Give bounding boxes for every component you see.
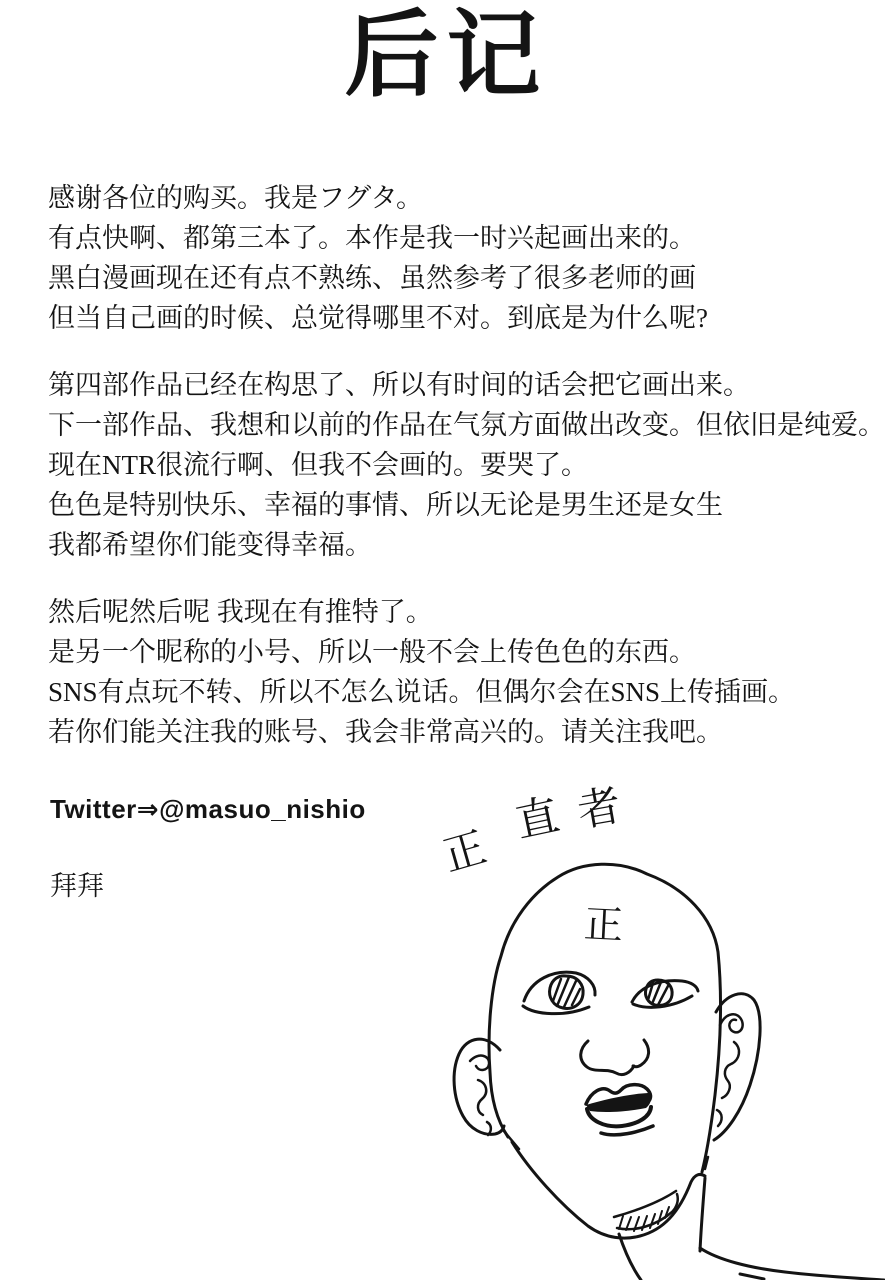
paragraph-1 [48,178,860,338]
left-eye [523,972,595,1013]
text-line: 然后呢然后呢 我现在有推特了。 [48,597,433,627]
text-line: 我都希望你们能变得幸福。 [48,530,372,560]
mouth [586,1085,653,1135]
sketch-caption-char: 正 [438,825,492,881]
text-line: 第四部作品已经在构思了、所以有时间的话会把它画出来。 [48,370,750,400]
forehead-mark: 正 [582,903,625,948]
sketch-caption-char: 直 [511,792,564,847]
head-outline [489,864,721,1238]
text-line: 但当自己画的时候、总觉得哪里不对。到底是为什么呢? [48,303,708,333]
left-ear [454,1039,504,1135]
text-line: 有点快啊、都第三本了。本作是我一时兴起画出来的。 [48,223,696,253]
sketch-caption-char: 者 [574,782,625,837]
nose [581,1040,649,1075]
twitter-handle: Twitter⇒@masuo_nishio [50,794,366,824]
text-line: 感谢各位的购买。我是フグタ。 [48,183,424,213]
text-line: 色色是特别快乐、幸福的事情、所以无论是男生还是女生 [48,490,723,520]
paragraph-2 [48,365,885,565]
afterword-body [48,178,885,752]
paragraph-3 [48,592,860,752]
text-line: 是另一个昵称的小号、所以一般不会上传色色的东西。 [48,637,696,667]
text-line: 若你们能关注我的账号、我会非常高兴的。请关注我吧。 [48,717,723,747]
character-sketch [420,780,885,1280]
right-eye [632,980,698,1007]
farewell-text: 拜拜 [50,871,104,901]
chin-shading [614,1191,678,1231]
text-line: 黑白漫画现在还有点不熟练、虽然参考了很多老师的画 [48,263,696,293]
text-line: 现在NTR很流行啊、但我不会画的。要哭了。 [48,450,588,480]
page-title: 后记 [344,4,549,108]
text-line: SNS有点玩不转、所以不怎么说话。但偶尔会在SNS上传插画。 [48,677,796,707]
text-line: 下一部作品、我想和以前的作品在气氛方面做出改变。但依旧是纯爱。 [48,410,885,440]
bald-man-drawing [420,780,885,1280]
